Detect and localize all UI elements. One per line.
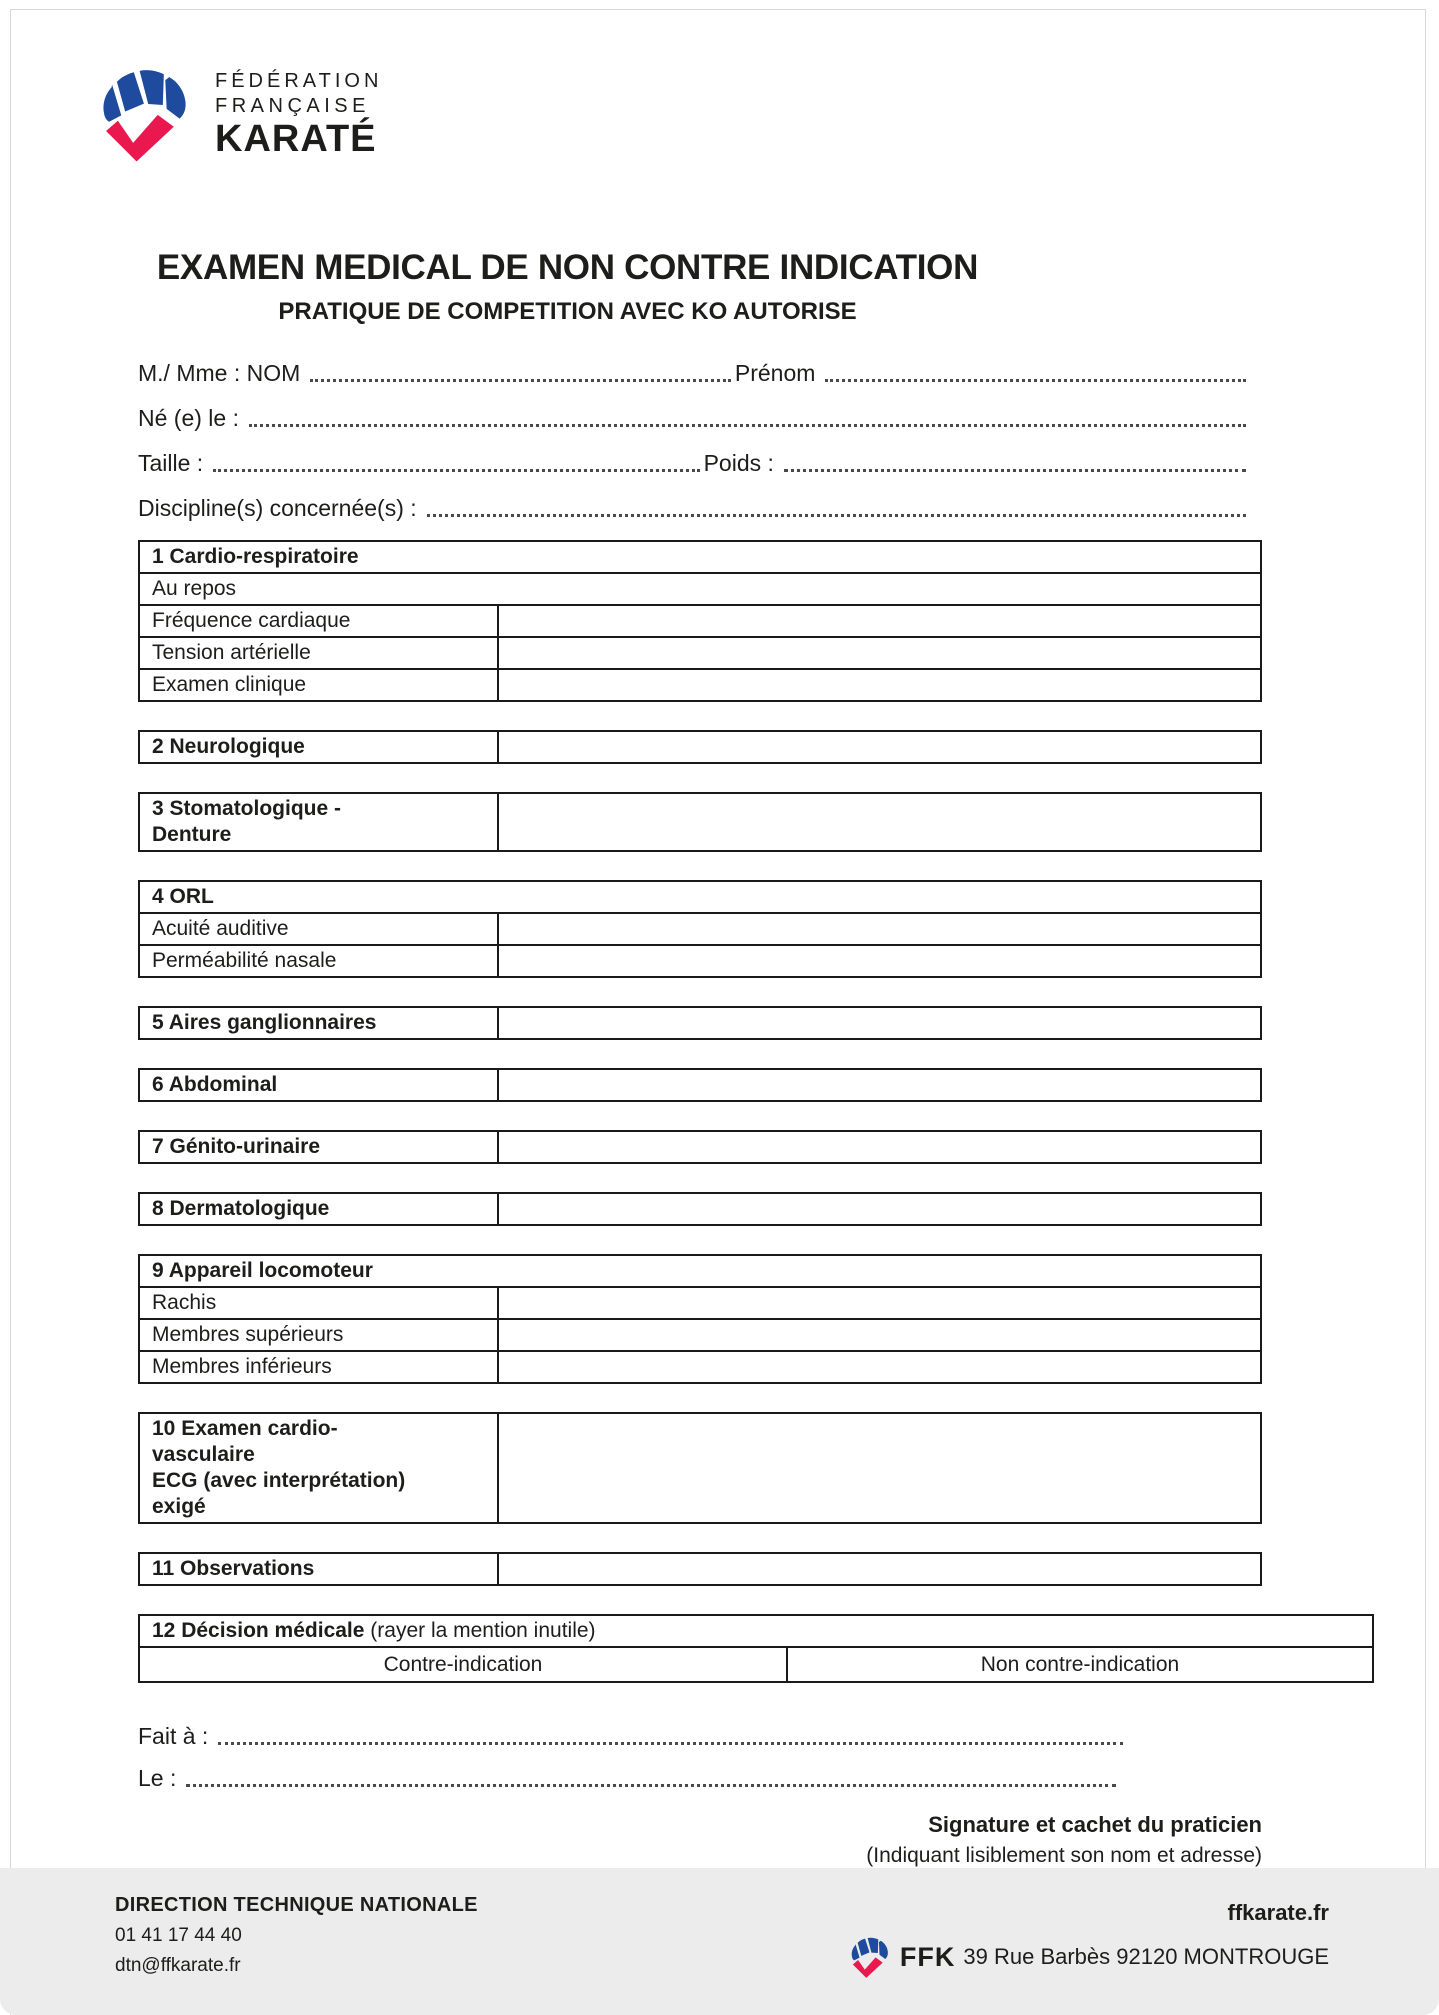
table-row <box>140 946 1260 976</box>
table-abdominal <box>138 1068 1262 1102</box>
section-header: 5 Aires ganglionnaires <box>140 1008 499 1038</box>
row-label: Tension artérielle <box>140 638 499 668</box>
table-row <box>140 1132 1260 1162</box>
value-cell[interactable] <box>499 1320 1260 1350</box>
disciplines-input-line[interactable] <box>427 514 1246 517</box>
table-dermatologique <box>138 1192 1262 1226</box>
table-row <box>140 1194 1260 1224</box>
value-cell[interactable] <box>499 1194 1260 1224</box>
option-non-contre-indication[interactable]: Non contre-indication <box>980 1653 1180 1676</box>
date-input-line[interactable] <box>186 1784 1116 1787</box>
section-header: 1 Cardio-respiratoire <box>152 545 359 568</box>
table-row <box>140 1414 1260 1522</box>
table-row <box>140 1648 1372 1681</box>
exam-tables <box>138 540 1439 1683</box>
table-neurologique <box>138 730 1262 764</box>
table-row <box>140 1320 1260 1352</box>
birthdate-line <box>138 405 1250 432</box>
footer-email: dtn@ffkarate.fr <box>115 1955 241 1976</box>
birthdate-input-line[interactable] <box>249 424 1246 427</box>
date-line <box>138 1765 1262 1792</box>
section-header-line: Denture <box>152 823 232 846</box>
section-header: 11 Observations <box>140 1554 499 1584</box>
table-genito-urinaire <box>138 1130 1262 1164</box>
section-header-line: 3 Stomatologique - <box>152 797 341 820</box>
value-cell[interactable] <box>499 1070 1260 1100</box>
table-stomatologique <box>138 792 1262 852</box>
signature-note: (Indiquant lisiblement son nom et adresse) <box>866 1844 1262 1867</box>
height-input-line[interactable] <box>213 469 699 472</box>
name-label: M./ Mme : NOM <box>138 360 301 386</box>
disciplines-label: Discipline(s) concernée(s) : <box>138 495 417 521</box>
place-line <box>138 1723 1262 1750</box>
table-row <box>140 882 1260 914</box>
table-row <box>140 914 1260 946</box>
footer-brand-block <box>848 1894 1329 1978</box>
section-header <box>140 1414 499 1522</box>
logo-line-francaise: FRANÇAISE <box>215 94 370 117</box>
table-row <box>140 1554 1260 1584</box>
date-label: Le : <box>138 1765 177 1791</box>
value-cell[interactable] <box>499 1008 1260 1038</box>
weight-label: Poids : <box>703 450 774 476</box>
table-observations <box>138 1552 1262 1586</box>
table-row <box>140 574 1260 606</box>
table-row <box>140 606 1260 638</box>
value-cell[interactable] <box>499 1132 1260 1162</box>
section-header <box>140 1616 1372 1646</box>
footer-ffk: FFK <box>899 1941 956 1972</box>
section-header: 2 Neurologique <box>140 732 499 762</box>
section-header-line: exigé <box>152 1495 206 1518</box>
karate-fist-icon-small <box>848 1936 892 1978</box>
table-row <box>140 1288 1260 1320</box>
row-label: Membres inférieurs <box>140 1352 499 1382</box>
identity-fields <box>138 360 1250 522</box>
footer-address: 39 Rue Barbès 92120 MONTROUGE <box>963 1944 1329 1969</box>
value-cell[interactable] <box>499 1352 1260 1382</box>
table-row <box>140 1256 1260 1288</box>
table-decision-medicale <box>138 1614 1374 1683</box>
closing-block <box>138 1723 1262 1868</box>
section-header-line: vasculaire <box>152 1443 255 1466</box>
birthdate-label: Né (e) le : <box>138 405 239 431</box>
footer-contact <box>115 1894 478 1977</box>
option-contre-indication[interactable]: Contre-indication <box>140 1648 788 1681</box>
place-input-line[interactable] <box>218 1742 1123 1745</box>
value-cell[interactable] <box>499 670 1260 700</box>
table-row <box>140 1070 1260 1100</box>
logo-line-karate: KARATÉ <box>215 117 377 160</box>
table-cardio-respiratoire <box>138 540 1262 702</box>
table-row <box>140 1008 1260 1038</box>
subsection-label: Au repos <box>152 577 237 600</box>
row-label: Fréquence cardiaque <box>140 606 499 636</box>
firstname-input-line[interactable] <box>825 379 1246 382</box>
table-row <box>140 732 1260 762</box>
section-header: 4 ORL <box>152 885 214 908</box>
page-footer <box>0 1868 1439 2015</box>
table-examen-cardiovasculaire <box>138 1412 1262 1524</box>
section-header-line: 10 Examen cardio- <box>152 1417 338 1440</box>
logo-wordmark <box>215 71 382 158</box>
table-aires-ganglionnaires <box>138 1006 1262 1040</box>
signature-title: Signature et cachet du praticien <box>928 1812 1262 1837</box>
table-row <box>140 794 1260 850</box>
footer-website: ffkarate.fr <box>1227 1900 1329 1925</box>
table-orl <box>138 880 1262 978</box>
signature-block <box>138 1812 1262 1868</box>
section-header: 7 Génito-urinaire <box>140 1132 499 1162</box>
value-cell[interactable] <box>499 914 1260 944</box>
value-cell[interactable] <box>499 606 1260 636</box>
row-label: Examen clinique <box>140 670 499 700</box>
weight-input-line[interactable] <box>784 469 1246 472</box>
table-row <box>140 542 1260 574</box>
table-appareil-locomoteur <box>138 1254 1262 1384</box>
value-cell[interactable] <box>499 946 1260 976</box>
value-cell[interactable] <box>499 794 1260 850</box>
page-subtitle: PRATIQUE DE COMPETITION AVEC KO AUTORISE <box>278 298 857 325</box>
value-cell[interactable] <box>499 1288 1260 1318</box>
value-cell[interactable] <box>499 638 1260 668</box>
footer-phone: 01 41 17 44 40 <box>115 1925 242 1946</box>
ffk-logo <box>95 66 1439 162</box>
name-input-line[interactable] <box>310 379 731 382</box>
title-block <box>0 248 1135 326</box>
section-header: 6 Abdominal <box>140 1070 499 1100</box>
row-label: Rachis <box>140 1288 499 1318</box>
footer-org: DIRECTION TECHNIQUE NATIONALE <box>115 1894 478 1916</box>
page-title: EXAMEN MEDICAL DE NON CONTRE INDICATION <box>156 248 979 287</box>
height-label: Taille : <box>138 450 204 476</box>
section-header: 9 Appareil locomoteur <box>152 1259 373 1282</box>
firstname-label: Prénom <box>734 360 816 386</box>
height-weight-line <box>138 450 1250 477</box>
row-label: Perméabilité nasale <box>140 946 499 976</box>
table-row <box>140 1352 1260 1382</box>
value-cell[interactable] <box>499 1554 1260 1584</box>
decision-note: (rayer la mention inutile) <box>364 1619 596 1642</box>
place-label: Fait à : <box>138 1723 209 1749</box>
karate-fist-icon <box>95 66 195 162</box>
name-line <box>138 360 1250 387</box>
table-row <box>140 670 1260 700</box>
logo-line-federation: FÉDÉRATION <box>215 69 383 92</box>
section-header: 8 Dermatologique <box>140 1194 499 1224</box>
row-label: Acuité auditive <box>140 914 499 944</box>
decision-title: 12 Décision médicale <box>152 1619 365 1642</box>
table-row <box>140 638 1260 670</box>
table-row <box>140 1616 1372 1648</box>
row-label: Membres supérieurs <box>140 1320 499 1350</box>
value-cell[interactable] <box>499 732 1260 762</box>
section-header-line: ECG (avec interprétation) <box>152 1469 406 1492</box>
value-cell[interactable] <box>499 1414 1260 1522</box>
disciplines-line <box>138 495 1250 522</box>
section-header <box>140 794 499 850</box>
